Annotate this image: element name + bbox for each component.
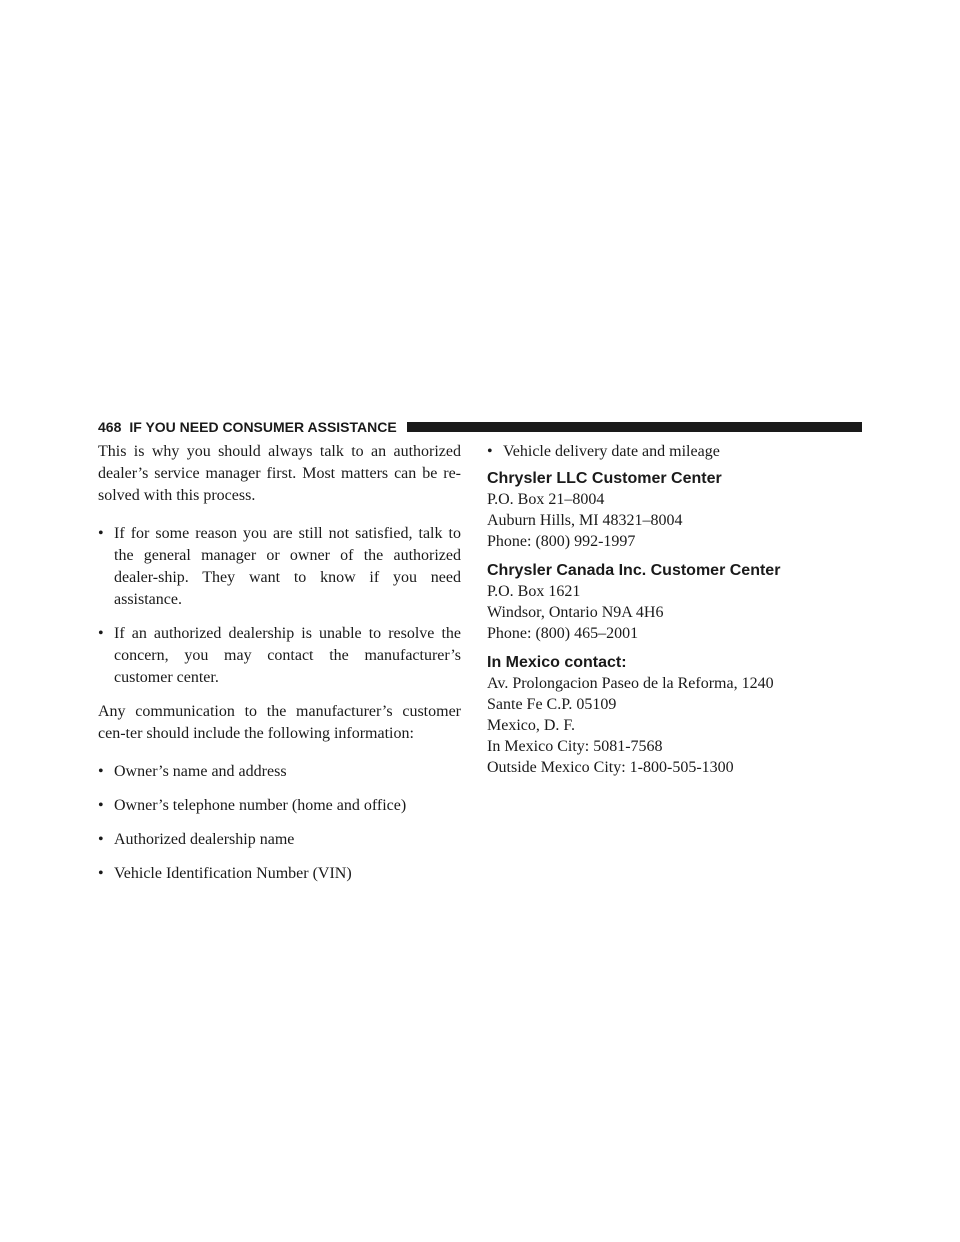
list-item-text: Vehicle Identification Number (VIN): [114, 865, 352, 882]
contact-block-chrysler-canada: [487, 561, 862, 644]
list-item: [487, 441, 862, 463]
intro-paragraph: This is why you should always talk to an authorized dealer’s service manager first. Most matters can be re-solved with this process.: [98, 443, 461, 504]
list-item-text: Authorized dealership name: [114, 831, 295, 848]
contact-heading: Chrysler Canada Inc. Customer Center: [487, 562, 781, 579]
page-number: 468: [98, 419, 122, 435]
assistance-bullet-list: [98, 523, 461, 689]
information-bullet-list-continued: [487, 441, 862, 463]
left-column: [98, 441, 461, 897]
list-item: [98, 829, 461, 851]
section-title: IF YOU NEED CONSUMER ASSISTANCE: [129, 419, 397, 435]
bullet-icon: •: [98, 763, 104, 780]
contact-line: Outside Mexico City: 1-800-505-1300: [487, 759, 734, 776]
bullet-icon: •: [98, 865, 104, 882]
information-bullet-list: [98, 761, 461, 885]
contact-heading: Chrysler LLC Customer Center: [487, 470, 722, 487]
contact-line: Av. Prolongacion Paseo de la Reforma, 1240: [487, 675, 774, 692]
bullet-icon: •: [98, 797, 104, 814]
bullet-icon: •: [98, 625, 104, 642]
contact-block-mexico: [487, 653, 862, 778]
header-rule: [407, 422, 862, 432]
list-item-text: Vehicle delivery date and mileage: [503, 443, 720, 460]
list-item-text: Owner’s telephone number (home and office): [114, 797, 407, 814]
contact-line: In Mexico City: 5081-7568: [487, 738, 663, 755]
list-item: [98, 623, 461, 689]
communication-paragraph: Any communication to the manufacturer’s customer cen-ter should include the following information:: [98, 703, 461, 742]
list-item: [98, 863, 461, 885]
contact-line: Phone: (800) 465–2001: [487, 625, 639, 642]
contact-line: P.O. Box 21–8004: [487, 491, 605, 508]
contact-line: Auburn Hills, MI 48321–8004: [487, 512, 683, 529]
list-item-text: If an authorized dealership is unable to resolve the concern, you may contact the manufacturer’s customer center.: [114, 625, 461, 686]
contact-line: Phone: (800) 992-1997: [487, 533, 636, 550]
page-header: [98, 418, 862, 436]
contact-line: Sante Fe C.P. 05109: [487, 696, 617, 713]
contact-block-chrysler-llc: [487, 469, 862, 552]
bullet-icon: •: [98, 831, 104, 848]
bullet-icon: •: [487, 443, 493, 460]
list-item: [98, 761, 461, 783]
list-item-text: Owner’s name and address: [114, 763, 287, 780]
contact-line: P.O. Box 1621: [487, 583, 581, 600]
bullet-icon: •: [98, 525, 104, 542]
contact-heading: In Mexico contact:: [487, 654, 627, 671]
list-item: [98, 523, 461, 611]
list-item: [98, 795, 461, 817]
list-item-text: If for some reason you are still not satisfied, talk to the general manager or owner of the authorized dealer-ship. They want to know if you need assistance.: [114, 525, 461, 608]
contact-line: Windsor, Ontario N9A 4H6: [487, 604, 664, 621]
right-column: [487, 441, 862, 778]
contact-line: Mexico, D. F.: [487, 717, 576, 734]
